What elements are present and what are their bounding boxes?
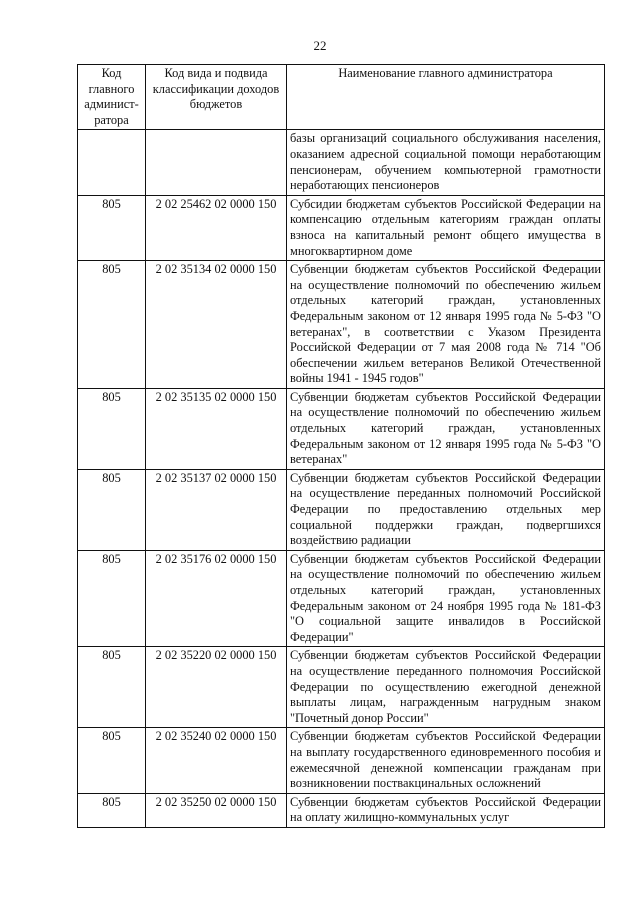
revenue-name-cell: Субвенции бюджетам субъектов Российской Федерации на оплату жилищно-коммунальных услуг: [287, 793, 605, 827]
budget-revenue-table: [77, 64, 605, 828]
table-row: [78, 195, 605, 260]
revenue-name-cell: Субвенции бюджетам субъектов Российской Федерации на осуществление полномочий по обеспечению жильем отдельных категорий граждан, установленных Федеральным законом от 12 января 1995 года № 5-ФЗ "О ветеранах": [287, 388, 605, 469]
table-row: [78, 388, 605, 469]
revenue-code-cell: 2 02 25462 02 0000 150: [146, 195, 287, 260]
table-row: [78, 469, 605, 550]
table-row: [78, 261, 605, 389]
header-row: [78, 65, 605, 130]
admin-code-cell: 805: [78, 647, 146, 728]
revenue-name-cell: Субвенции бюджетам субъектов Российской Федерации на осуществление переданного полномочия Российской Федерации по осуществлению ежегодной денежной выплаты лицам, награжденным нагрудным знаком "Почетный донор России": [287, 647, 605, 728]
revenue-code-cell: 2 02 35176 02 0000 150: [146, 550, 287, 647]
revenue-code-cell: 2 02 35134 02 0000 150: [146, 261, 287, 389]
revenue-code-cell: 2 02 35220 02 0000 150: [146, 647, 287, 728]
revenue-name-cell: Субсидии бюджетам субъектов Российской Федерации на компенсацию отдельным категориям граждан оплаты взноса на капитальный ремонт общего имущества в многоквартирном доме: [287, 195, 605, 260]
revenue-name-cell: Субвенции бюджетам субъектов Российской Федерации на выплату государственного единовременного пособия и ежемесячной денежной компенсации гражданам при возникновении поствакцинальных осложнений: [287, 728, 605, 793]
table-row: [78, 550, 605, 647]
admin-code-cell: 805: [78, 195, 146, 260]
table-row: [78, 793, 605, 827]
admin-code-cell: [78, 130, 146, 195]
admin-code-cell: 805: [78, 728, 146, 793]
table-row: [78, 130, 605, 195]
revenue-code-cell: 2 02 35137 02 0000 150: [146, 469, 287, 550]
admin-code-cell: 805: [78, 261, 146, 389]
header-admin-code: Код главного админист-ратора: [78, 65, 146, 130]
revenue-name-cell: базы организаций социального обслуживания населения, оказанием адресной социальной помощи неработающим пенсионерам, обучением компьютерной грамотности неработающих пенсионеров: [287, 130, 605, 195]
admin-code-cell: 805: [78, 793, 146, 827]
revenue-code-cell: 2 02 35250 02 0000 150: [146, 793, 287, 827]
revenue-code-cell: 2 02 35135 02 0000 150: [146, 388, 287, 469]
table-header: [78, 65, 605, 130]
revenue-code-cell: 2 02 35240 02 0000 150: [146, 728, 287, 793]
admin-code-cell: 805: [78, 388, 146, 469]
table-row: [78, 728, 605, 793]
revenue-code-cell: [146, 130, 287, 195]
page-number: 22: [313, 38, 327, 53]
admin-code-cell: 805: [78, 469, 146, 550]
revenue-name-cell: Субвенции бюджетам субъектов Российской Федерации на осуществление полномочий по обеспечению жильем отдельных категорий граждан, установленных Федеральным законом от 24 ноября 1995 года № 181-ФЗ "О социальной защите инвалидов в Российской Федерации": [287, 550, 605, 647]
revenue-name-cell: Субвенции бюджетам субъектов Российской Федерации на осуществление переданных полномочий Российской Федерации по предоставлению отдельных мер социальной поддержки граждан, подвергшихся воздействию радиации: [287, 469, 605, 550]
header-revenue-type-code: Код вида и подвида классификации доходов бюджетов: [146, 65, 287, 130]
revenue-name-cell: Субвенции бюджетам субъектов Российской Федерации на осуществление полномочий по обеспечению жильем отдельных категорий граждан, установленных Федеральным законом от 12 января 1995 года № 5-ФЗ "О ветеранах", в соответствии с Указом Президента Российской Федерации от 7 мая 2008 года № 714 "Об обеспечении жильем ветеранов Великой Отечественной войны 1941 - 1945 годов": [287, 261, 605, 389]
admin-code-cell: 805: [78, 550, 146, 647]
table-row: [78, 647, 605, 728]
table-body: [78, 130, 605, 828]
header-admin-name: Наименование главного администратора: [287, 65, 605, 130]
